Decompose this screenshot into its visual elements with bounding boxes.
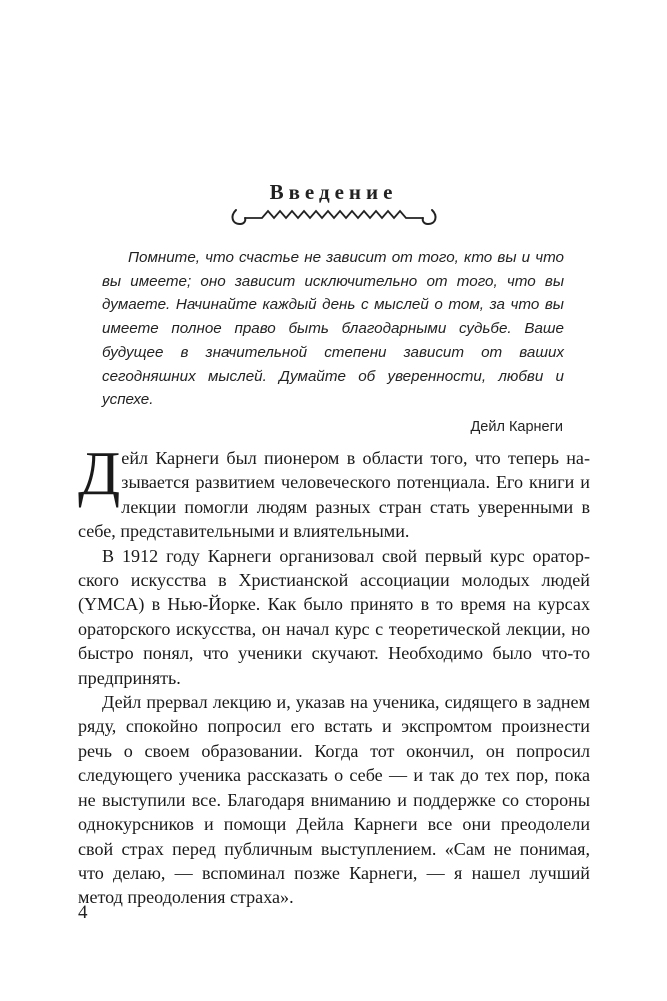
drop-cap: Д (78, 440, 121, 508)
page-number: 4 (78, 902, 88, 923)
epigraph-author: Дейл Карнеги (470, 419, 563, 435)
epigraph-quote: Помните, что счастье не зависит от того, кто вы и что вы имеете; оно зависит исключительно от того, что вы думаете. Начинайте каждый день с мыслей о том, за что вы имеете полное право быть благодарными судьбе. Ваше будущее в значительной степени зависит от ваших сегодняшних мыслей. Думайте об уверенности, любви и успехе. (102, 249, 564, 409)
paragraph-3: Дейл прервал лекцию и, указав на ученика, сидящего в заднем ряду, спокойно попросил его встать и экспромтом произнести речь о своем образовании. Когда тот окончил, он попросил следующего ученика рассказать о себе — и так до тех пор, пока не выступили все. Благодаря вниманию и поддержке со стороны однокурсников и помощи Дейла Карнеги все они преодолели свой страх перед публичным выступлением. «Сам не понимая, что делаю, — вспоминал позже Карнеги, — я нашел лучший метод преодоления страха». (78, 692, 590, 908)
paragraph-1 (78, 440, 590, 544)
decorative-zigzag-ornament-icon (230, 206, 438, 228)
paragraph-2: В 1912 году Карнеги организовал свой первый курс ораторского искусства в Христианской ассоциации молодых людей (YMCA) в Нью-Йорке. Как было принято в то время на курсах ораторского искусства, он начал курс с теоретической лекции, но быстро понял, что ученики скучают. Необходимо было что-то предпринять. (78, 545, 590, 688)
paragraph-1-text: ейл Карнеги был пионером в области того, что теперь называется развитием человеческого потенциала. Его книги и лекции помогли людям разных стран стать уверенными в себе, представительными и влиятельными. (78, 448, 590, 542)
main-text (78, 440, 590, 910)
chapter-title: Введение (269, 180, 398, 204)
